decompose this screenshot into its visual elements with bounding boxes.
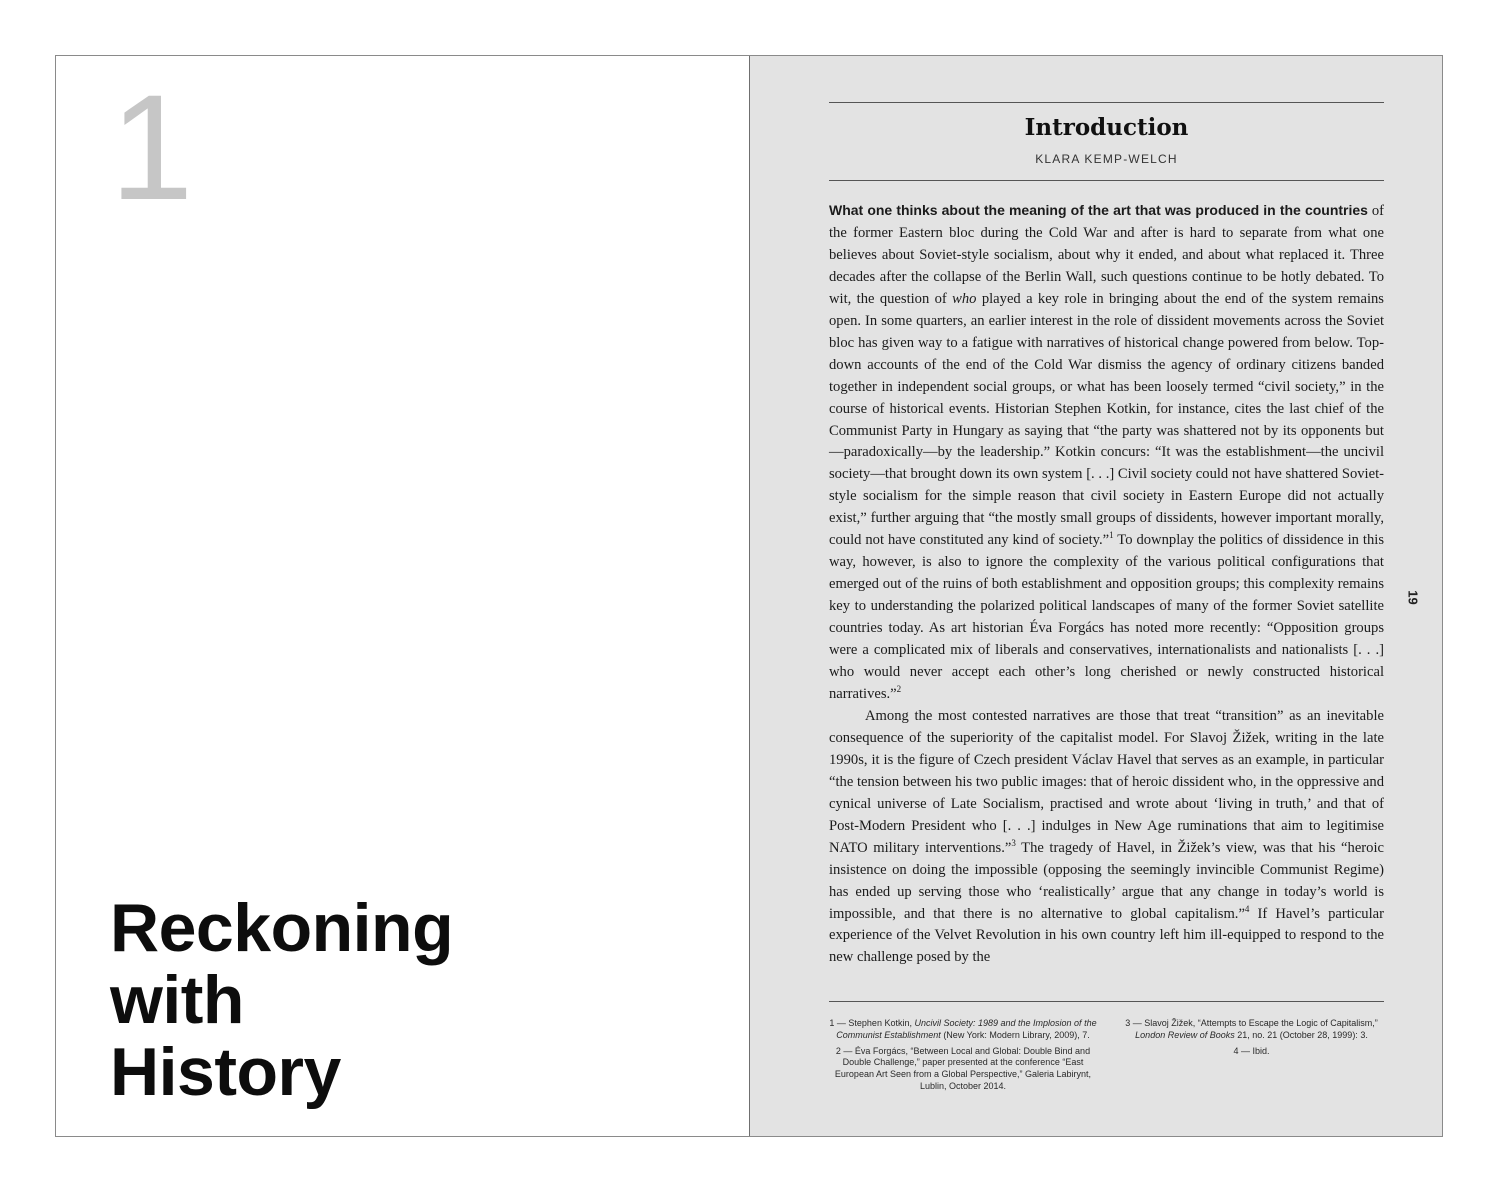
chapter-title-line-3: History — [110, 1034, 341, 1110]
book-spread — [55, 55, 1443, 1137]
text-run: 21, no. 21 (October 28, 1999): 3. — [1234, 1029, 1368, 1040]
text-run: 1 — Stephen Kotkin, — [829, 1018, 915, 1028]
text-run: played a key role in bringing about the end of the system remains open. In some quarters, an earlier interest in the role of dissident movements across the Soviet bloc has given way to a fatigue with narratives of historical change powered from below. Top-down accounts of the end of the Cold War dismiss the agency of ordinary citizens banded together in independent social groups, or what has been loosely termed “civil society,” in the course of historical events. Historian Stephen Kotkin, for instance, cites the last chief of the Communist Party in Hungary as saying that “the party was shattered not by its opponents but—paradoxically—by the leadership.” Kotkin concurs: “It was the establishment—the uncivil society—that brought down its own system [. . .] Civil society could not have shattered Soviet-style socialism for the simple reason that civil society in Eastern Europe did not actually exist,” further arguing that “the mostly small groups of dissidents, however important morally, could not have constituted any kind of society.” — [829, 290, 1384, 549]
text-run: 3 — Slavoj Žižek, “Attempts to Escape the Logic of Capitalism,” — [1125, 1018, 1378, 1028]
chapter-title-line-2: with — [110, 962, 244, 1038]
footnote-2: 2 — Éva Forgács, “Between Local and Global: Double Bind and Double Challenge,” paper presented at the conference “East European Art Seen from a Global Perspective,” Galeria Labirynt, Lublin, October 2014. — [834, 1045, 1092, 1091]
top-rule — [829, 102, 1384, 103]
left-page — [56, 56, 750, 1136]
text-run: Among the most contested narratives are those that treat “transition” as an inevitable consequence of the superiority of the capitalist model. For Slavoj Žižek, writing in the late 1990s, it is the figure of Czech president Václav Havel that serves as an example, in particular “the tension between his two public images: that of heroic dissident who, in the oppressive and cynical universe of Late Socialism, practised and wrote about ‘living in truth,’ and that of Post-Modern President who [. . .] indulges in New Age ruminations that aim to legitimise NATO military interventions.” — [829, 707, 1384, 856]
text-run: The tragedy of Havel, in Žižek’s view, was that his “heroic insistence on doing the impossible (opposing the seemingly invincible Communist Regime) has ended up serving those who ‘realistically’ argue that any change in today’s world is impossible, and that there is no alternative to global capitalism.” — [829, 839, 1384, 922]
footnote-1 — [829, 1018, 1097, 1042]
text-run: (New York: Modern Library, 2009), 7. — [940, 1029, 1090, 1040]
footnotes-column-right — [1119, 1018, 1384, 1061]
footnote-ref-1[interactable]: 1 — [1109, 530, 1114, 541]
page-number: 19 — [1405, 590, 1421, 605]
footnote-3 — [1119, 1018, 1384, 1042]
text-run: of the former Eastern bloc during the Cold War and after is hard to separate from what one believes about Soviet-style socialism, about why it ended, and about what replaced it. Three decades after the collapse of the Berlin Wall, such questions continue to be hotly debated. To wit, the question of — [829, 203, 1384, 307]
emphasis: who — [952, 290, 977, 307]
journal-title: London Review of Books — [1135, 1029, 1235, 1040]
article-title: Introduction — [1024, 114, 1189, 141]
chapter-title — [110, 892, 453, 1108]
footnote-rule — [829, 1001, 1384, 1002]
footnote-4: 4 — Ibid. — [1233, 1045, 1270, 1056]
book-title: Uncivil Society: 1989 and the Implosion of the Communist Establishment — [836, 1018, 1097, 1040]
author-name: KLARA KEMP-WELCH — [1035, 152, 1178, 166]
lead-in: What one thinks about the meaning of the art that was produced in the countries — [829, 202, 1368, 218]
body-text — [829, 200, 1384, 969]
footnotes-column-left — [829, 1018, 1097, 1097]
paragraph-2 — [829, 706, 1384, 969]
text-run: If Havel’s particular experience of the Velvet Revolution in his own country left him ill-equipped to respond to the new challenge posed by the — [829, 905, 1384, 966]
footnote-ref-4[interactable]: 4 — [1244, 903, 1250, 914]
chapter-number: 1 — [110, 63, 194, 231]
paragraph-1 — [829, 200, 1384, 706]
header-rule — [829, 180, 1384, 181]
right-page — [750, 56, 1442, 1136]
chapter-title-line-1: Reckoning — [110, 890, 454, 966]
footnote-ref-3[interactable]: 3 — [1011, 837, 1016, 848]
footnote-ref-2[interactable]: 2 — [896, 684, 902, 695]
text-run: To downplay the politics of dissidence in this way, however, is also to ignore the complexity of the various political configurations that emerged out of the ruins of both establishment and opposition groups; this complexity remains key to understanding the polarized political landscapes of many of the former Soviet satellite countries today. As art historian Éva Forgács has noted more recently: “Opposition groups were a complicated mix of liberals and conservatives, internationalists and nationalists [. . .] who would never accept each other’s long cherished or newly constructed historical narratives.” — [829, 532, 1384, 702]
